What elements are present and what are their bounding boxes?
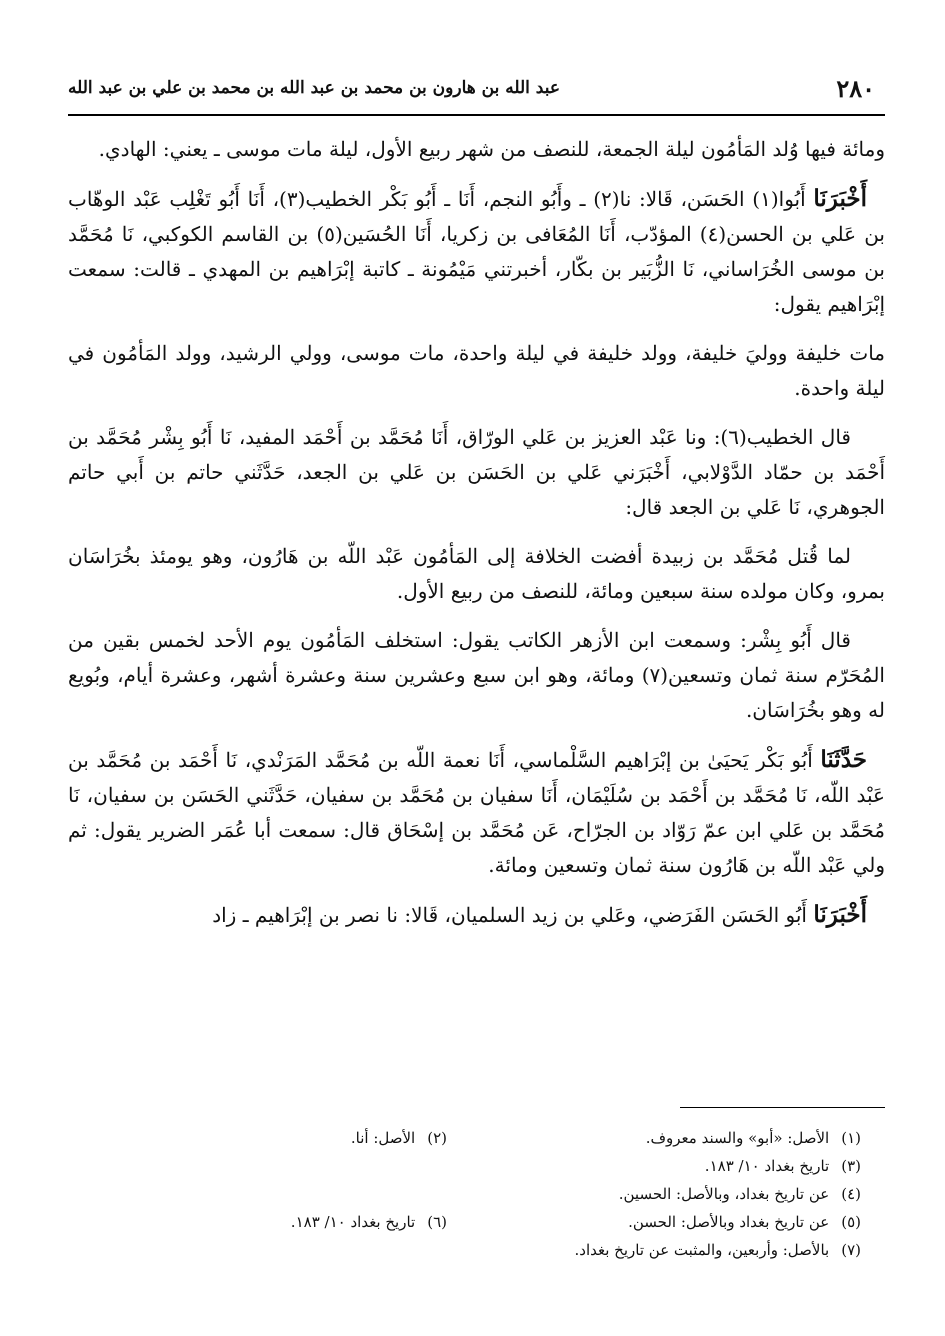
- footnote-row: [68, 1208, 885, 1236]
- footnote-3: [705, 1152, 861, 1180]
- chain-lead-word: أَخْبَرَنَا: [813, 185, 868, 212]
- footnote-number: (٣): [841, 1157, 861, 1175]
- footnotes: [68, 1124, 885, 1264]
- footnote-divider: [680, 1107, 885, 1108]
- footnote-2: [351, 1124, 447, 1152]
- footnote-number: (١): [841, 1129, 861, 1147]
- paragraph-2: [68, 181, 885, 322]
- footnote-6: [291, 1208, 447, 1236]
- footnote-number: (٦): [427, 1213, 447, 1231]
- paragraph-3: مات خليفة ووليَ خليفة، وولد خليفة في ليلة واحدة، مات موسى، وولي الرشيد، وولد المَأمُون في ليلة واحدة.: [68, 341, 885, 400]
- chain-lead-word: حَدَّثَنَا: [820, 746, 867, 773]
- running-title: عبد الله بن هارون بن محمد بن عبد الله بن محمد بن علي بن عبد الله: [68, 78, 560, 98]
- footnote-text: تاريخ بغداد ١٠/ ١٨٣.: [704, 1157, 830, 1175]
- paragraph-8: [68, 897, 885, 933]
- page-header: [68, 66, 885, 116]
- footnote-number: (٥): [841, 1213, 861, 1231]
- page-number: ٢٨٠: [836, 74, 875, 103]
- footnote-1: [646, 1124, 861, 1152]
- paragraph-1: ومائة فيها وُلد المَأمُون ليلة الجمعة، للنصف من شهر ربيع الأول، ليلة مات موسى ـ يعني: الهادي.: [98, 137, 885, 161]
- footnote-row: [68, 1152, 885, 1180]
- paragraph-7: [68, 742, 885, 883]
- paragraph-6: قال أَبُو بِشْر: وسمعت ابن الأزهر الكاتب يقول: استخلف المَأمُون يوم الأحد لخمس بقين من المُحَرّم سنة ثمان وتسعين(٧) ومائة، وهو ابن سبع وعشرين سنة وعشرة أشهر، وعشرة أيام، وبُويع له وهو بخُرَاسَان.: [68, 628, 885, 722]
- chain-lead-word: أَخْبَرَنَا: [813, 901, 867, 928]
- paragraph-2-text: أَبُوا(١) الحَسَن، قَالا: نا(٢) ـ وأَبُو النجم، أَنَا ـ أَبُو بَكْر الخطيب(٣)، أَنَا أَبُو تَغْلِب عَبْد الوهّاب بن عَلي بن الحسن(٤) المؤدّب، أَنَا المُعَافى بن زكريا، أَنَا الحُسَين(٥) بن القاسم الكوكبي، نَا مُحَمَّد بن موسى الخُرَاساني، نَا الزُّبَير بن بكّار، أخبرتني مَيْمُونة ـ كاتبة إبْرَاهيم بن المهدي ـ قالت: سمعت إبْرَاهيم يقول:: [68, 187, 885, 316]
- paragraph-4: قال الخطيب(٦): ونا عَبْد العزيز بن عَلي الورّاق، أَنَا مُحَمَّد بن أَحْمَد المفيد، نَا أَبُو بِشْر مُحَمَّد بن أَحْمَد بن حمّاد الدَّوْلابي، أَخْبَرَني عَلي بن الحَسَن بن عَلي بن الجعد، حَدَّثَني حاتم بن أَبي حاتم الجوهري، نَا عَلي بن الجعد قال:: [68, 425, 885, 519]
- footnote-row: [68, 1180, 885, 1208]
- footnote-7: [575, 1236, 861, 1264]
- footnote-text: الأصل: «أبو» والسند معروف.: [645, 1129, 830, 1147]
- main-text: [68, 132, 885, 947]
- footnote-4: [619, 1180, 861, 1208]
- footnote-text: بالأصل: وأربعين، والمثبت عن تاريخ بغداد.: [574, 1241, 830, 1259]
- footnote-text: عن تاريخ بغداد وبالأصل: الحسن.: [628, 1213, 830, 1231]
- paragraph-5: لما قُتل مُحَمَّد بن زبيدة أفضت الخلافة إلى المَأمُون عَبْد اللّه بن هَارُون، وهو يومئذ بخُرَاسَان بمرو، وكان مولده سنة سبعين ومائة، للنصف من ربيع الأول.: [68, 544, 885, 603]
- footnote-text: عن تاريخ بغداد، وبالأصل: الحسين.: [618, 1185, 830, 1203]
- footnote-5: [628, 1208, 861, 1236]
- footnote-row: [68, 1124, 885, 1152]
- footnote-number: (٧): [841, 1241, 861, 1259]
- paragraph-8-text: أَبُو الحَسَن الفَرَضي، وعَلي بن زيد السلميان، قَالا: نا نصر بن إبْرَاهيم ـ زاد: [212, 903, 807, 927]
- footnote-number: (٤): [841, 1185, 861, 1203]
- footnote-row: [68, 1236, 885, 1264]
- paragraph-7-text: أَبُو بَكْر يَحيَىٰ بن إبْرَاهيم السَّلْماسي، أَنَا نعمة اللّه بن مُحَمَّد المَرَنْدي، نَا أَحْمَد بن مُحَمَّد بن عَبْد اللّه، نَا مُحَمَّد بن أَحْمَد بن سُلَيْمَان، أَنَا سفيان بن مُحَمَّد بن سفيان، حَدَّثَني الحَسَن بن سفيان، نَا مُحَمَّد بن عَلي ابن عمّ رَوّاد بن الجرّاح، عَن مُحَمَّد بن إسْحَاق قال: سمعت أبا عُمَر الضرير يقول: ثم ولي عَبْد اللّه بن هَارُون سنة ثمان وتسعين ومائة.: [68, 748, 885, 877]
- footnote-number: (٢): [427, 1129, 447, 1147]
- footnote-text: الأصل: أنا.: [350, 1129, 416, 1147]
- footnote-text: تاريخ بغداد ١٠/ ١٨٣.: [290, 1213, 416, 1231]
